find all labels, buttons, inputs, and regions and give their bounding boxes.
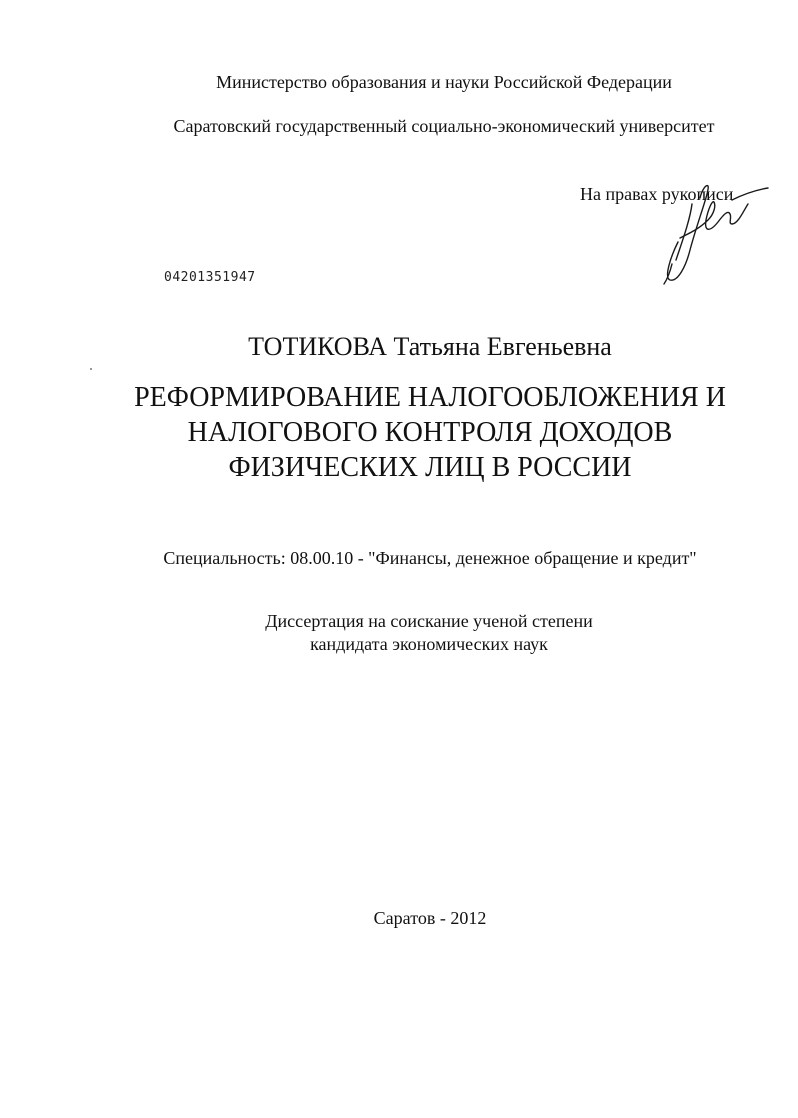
city-year: Саратов - 2012 (373, 908, 487, 928)
inventory-number: 04201351947 (164, 270, 256, 285)
title-line-2: НАЛОГОВОГО КОНТРОЛЯ ДОХОДОВ (187, 417, 673, 448)
handwritten-signature (640, 180, 770, 290)
ministry-name: Министерство образования и науки Российской Федерации (216, 72, 672, 92)
title-line-1: РЕФОРМИРОВАНИЕ НАЛОГООБЛОЖЕНИЯ И (134, 382, 726, 413)
university-name: Саратовский государственный социально-экономический университет (173, 116, 715, 136)
manuscript-rights-note: На правах рукописи (580, 184, 734, 204)
specialty-line: Специальность: 08.00.10 - "Финансы, денежное обращение и кредит" (163, 548, 697, 568)
author-name: ТОТИКОВА Татьяна Евгеньевна (248, 332, 612, 361)
title-line-3: ФИЗИЧЕСКИХ ЛИЦ В РОССИИ (228, 452, 632, 483)
degree-line-1: Диссертация на соискание ученой степени (265, 611, 593, 631)
scan-speck (90, 368, 92, 370)
degree-line-2: кандидата экономических наук (310, 634, 548, 654)
dissertation-title (31, 380, 798, 485)
degree-statement (30, 610, 798, 656)
